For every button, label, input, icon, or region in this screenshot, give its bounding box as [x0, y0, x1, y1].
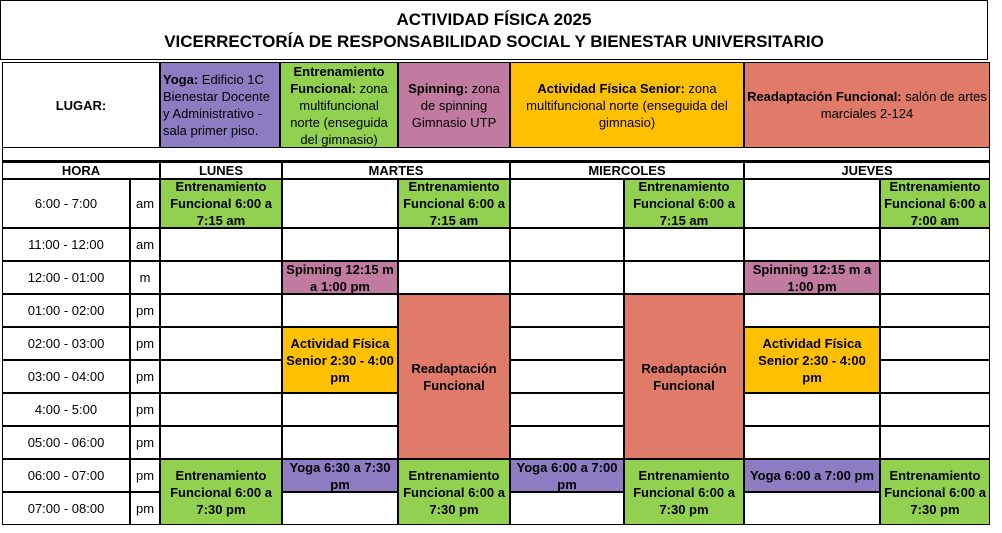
event-yoga-jueves: Yoga 6:00 a 7:00 pm	[744, 459, 880, 492]
ampm-cell: pm	[130, 294, 160, 327]
legend-spinning-text: zona de spinning Gimnasio UTP	[411, 80, 500, 130]
legend-yoga-name: Yoga:	[163, 72, 199, 87]
spacer	[2, 148, 990, 160]
empty-cell	[510, 261, 624, 294]
legend-yoga-text: Edificio 1C Bienestar Docente y Administrativo - sala primer piso.	[163, 72, 270, 138]
event-entrenamiento-jueves-am: Entrenamiento Funcional 6:00 a 7:00 am	[880, 179, 990, 228]
empty-cell	[160, 426, 282, 459]
header-hora: HORA	[2, 160, 160, 179]
empty-cell	[744, 393, 880, 426]
event-yoga-miercoles: Yoga 6:00 a 7:00 pm	[510, 459, 624, 492]
empty-cell	[624, 261, 744, 294]
event-senior-jueves: Actividad Física Senior 2:30 - 4:00 pm	[744, 327, 880, 393]
event-senior-martes: Actividad Física Senior 2:30 - 4:00 pm	[282, 327, 398, 393]
empty-cell	[282, 179, 398, 228]
empty-cell	[160, 393, 282, 426]
empty-cell	[744, 228, 880, 261]
ampm-cell: pm	[130, 393, 160, 426]
legend-lugar-label: LUGAR:	[2, 62, 160, 148]
empty-cell	[282, 294, 398, 327]
empty-cell	[282, 492, 398, 525]
event-entrenamiento-martes-am: Entrenamiento Funcional 6:00 a 7:15 am	[398, 179, 510, 228]
event-spinning-martes: Spinning 12:15 m a 1:00 pm	[282, 261, 398, 294]
event-entrenamiento-lunes-pm: Entrenamiento Funcional 6:00 a 7:30 pm	[160, 459, 282, 525]
hora-cell: 06:00 - 07:00	[2, 459, 130, 492]
legend-senior-text: zona multifuncional norte (enseguida del gimnasio)	[526, 80, 728, 130]
empty-cell	[510, 426, 624, 459]
hora-cell: 12:00 - 01:00	[2, 261, 130, 294]
header-lunes: LUNES	[160, 160, 282, 179]
legend-spinning-name: Spinning:	[408, 80, 469, 96]
empty-cell	[160, 228, 282, 261]
empty-cell	[398, 228, 510, 261]
empty-cell	[744, 492, 880, 525]
empty-cell	[510, 327, 624, 360]
empty-cell	[282, 393, 398, 426]
event-yoga-martes: Yoga 6:30 a 7:30 pm	[282, 459, 398, 492]
title-line-1: ACTIVIDAD FÍSICA 2025	[396, 10, 592, 29]
empty-cell	[510, 492, 624, 525]
ampm-cell: pm	[130, 327, 160, 360]
empty-cell	[160, 360, 282, 393]
ampm-cell: am	[130, 179, 160, 228]
legend-entrenamiento-text: zona multifuncional norte (enseguida del gimnasio)	[290, 80, 388, 147]
empty-cell	[510, 228, 624, 261]
empty-cell	[160, 261, 282, 294]
ampm-cell: pm	[130, 360, 160, 393]
event-readaptacion-miercoles: Readaptación Funcional	[624, 294, 744, 459]
legend-senior-name: Actividad Física Senior:	[537, 80, 685, 96]
ampm-cell: am	[130, 228, 160, 261]
event-entrenamiento-miercoles-pm: Entrenamiento Funcional 6:00 a 7:30 pm	[624, 459, 744, 525]
ampm-cell: pm	[130, 426, 160, 459]
hora-cell: 07:00 - 08:00	[2, 492, 130, 525]
empty-cell	[744, 294, 880, 327]
empty-cell	[880, 294, 990, 327]
hora-cell: 03:00 - 04:00	[2, 360, 130, 393]
legend-readaptacion	[744, 62, 990, 148]
legend-yoga	[160, 62, 280, 148]
legend-entrenamiento-name: Entrenamiento Funcional:	[290, 63, 385, 96]
hora-cell: 4:00 - 5:00	[2, 393, 130, 426]
header-martes: MARTES	[282, 160, 510, 179]
legend-entrenamiento	[280, 62, 398, 148]
empty-cell	[510, 179, 624, 228]
event-entrenamiento-lunes-am: Entrenamiento Funcional 6:00 a 7:15 am	[160, 179, 282, 228]
empty-cell	[880, 228, 990, 261]
empty-cell	[510, 393, 624, 426]
hora-cell: 01:00 - 02:00	[2, 294, 130, 327]
event-entrenamiento-jueves-pm: Entrenamiento Funcional 6:00 a 7:30 pm	[880, 459, 990, 525]
empty-cell	[880, 426, 990, 459]
event-spinning-jueves: Spinning 12:15 m a 1:00 pm	[744, 261, 880, 294]
title-line-2: VICERRECTORÍA DE RESPONSABILIDAD SOCIAL Y BIENESTAR UNIVERSITARIO	[164, 32, 824, 51]
empty-cell	[744, 179, 880, 228]
empty-cell	[880, 393, 990, 426]
empty-cell	[510, 294, 624, 327]
empty-cell	[282, 228, 398, 261]
legend-readaptacion-text: salón de artes marciales 2-124	[820, 89, 987, 121]
hora-cell: 02:00 - 03:00	[2, 327, 130, 360]
ampm-cell: pm	[130, 459, 160, 492]
empty-cell	[880, 261, 990, 294]
ampm-cell: pm	[130, 492, 160, 525]
empty-cell	[282, 426, 398, 459]
hora-cell: 6:00 - 7:00	[2, 179, 130, 228]
ampm-cell: m	[130, 261, 160, 294]
empty-cell	[880, 360, 990, 393]
empty-cell	[510, 360, 624, 393]
empty-cell	[398, 261, 510, 294]
hora-cell: 05:00 - 06:00	[2, 426, 130, 459]
empty-cell	[880, 327, 990, 360]
hora-cell: 11:00 - 12:00	[2, 228, 130, 261]
empty-cell	[624, 228, 744, 261]
legend-senior	[510, 62, 744, 148]
event-entrenamiento-miercoles-am: Entrenamiento Funcional 6:00 a 7:15 am	[624, 179, 744, 228]
empty-cell	[744, 426, 880, 459]
empty-cell	[160, 294, 282, 327]
event-entrenamiento-martes-pm: Entrenamiento Funcional 6:00 a 7:30 pm	[398, 459, 510, 525]
event-readaptacion-martes: Readaptación Funcional	[398, 294, 510, 459]
header-miercoles: MIERCOLES	[510, 160, 744, 179]
empty-cell	[160, 327, 282, 360]
page-title	[0, 0, 988, 60]
header-jueves: JUEVES	[744, 160, 990, 179]
legend-readaptacion-name: Readaptación Funcional:	[747, 89, 902, 104]
legend-spinning	[398, 62, 510, 148]
